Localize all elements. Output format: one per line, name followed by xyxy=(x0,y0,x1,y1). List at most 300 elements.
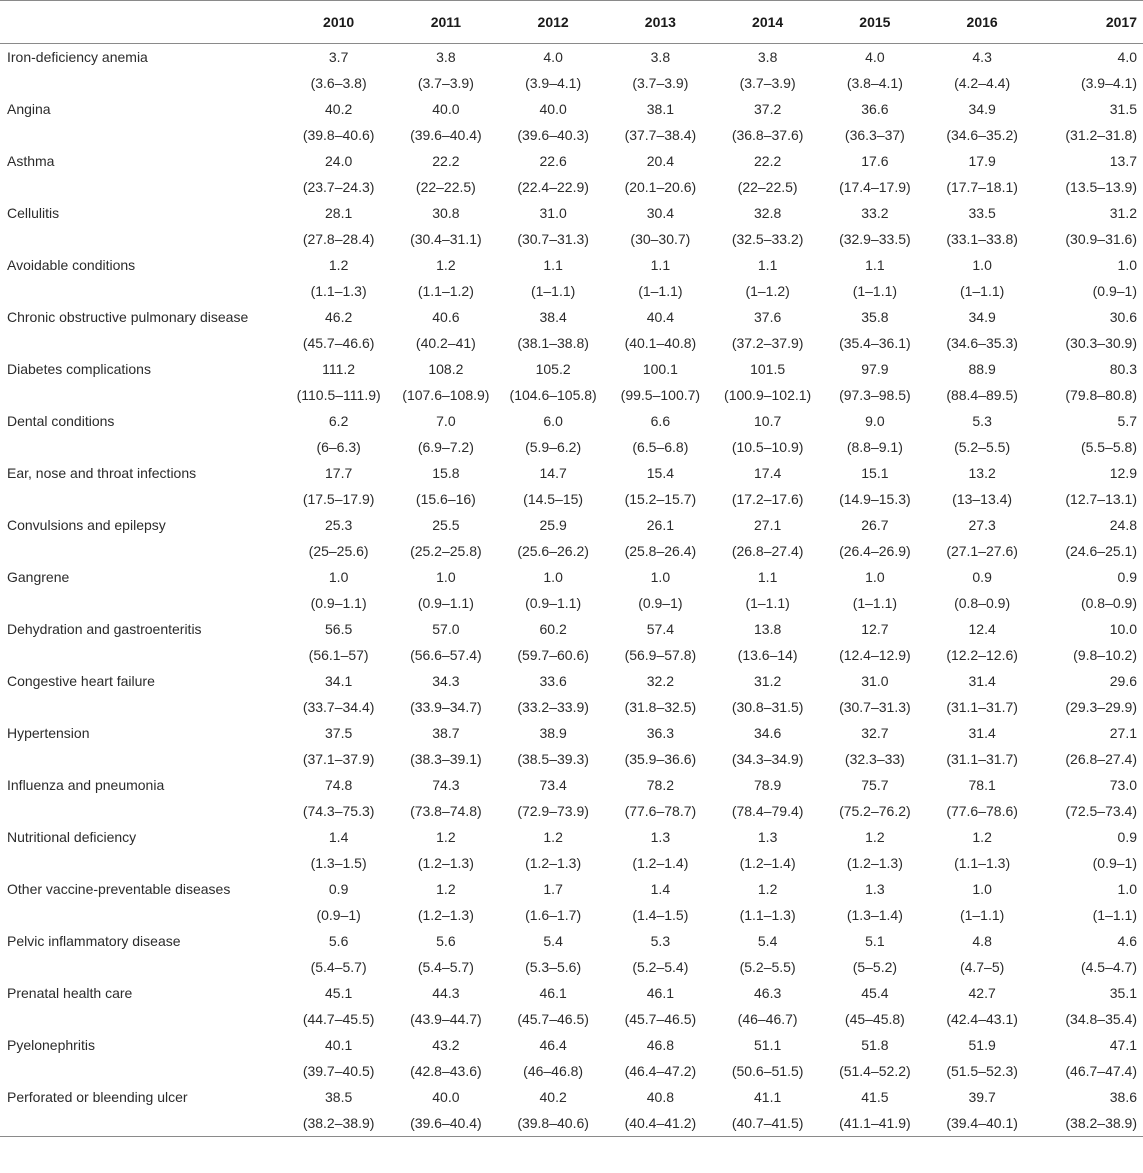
row-label: Iron-deficiency anemia xyxy=(7,49,148,66)
value-cell: 10.7 xyxy=(754,413,782,430)
ci-cell: (14.9–15.3) xyxy=(839,491,911,508)
row-label: Nutritional deficiency xyxy=(7,829,137,846)
ci-cell: (30.7–31.3) xyxy=(839,699,911,716)
row-label-blank xyxy=(0,1058,285,1083)
value-cell: 12.7 xyxy=(861,621,889,638)
value-cell: 44.3 xyxy=(432,985,460,1002)
ci-cell: (5.4–5.7) xyxy=(310,959,367,976)
table-row-ci xyxy=(0,1006,1143,1031)
ci-cell: (37.2–37.9) xyxy=(731,335,804,352)
ci-cell: (14.5–15) xyxy=(523,491,584,508)
value-cell: 4.0 xyxy=(543,49,563,66)
table-row-value xyxy=(0,564,1143,591)
ci-cell: (46.4–47.2) xyxy=(624,1063,697,1080)
row-label: Ear, nose and throat infections xyxy=(7,465,197,482)
ci-cell: (1–1.1) xyxy=(959,283,1005,300)
value-cell: 51.8 xyxy=(861,1037,889,1054)
value-cell: 1.0 xyxy=(436,569,456,586)
value-cell: 101.5 xyxy=(750,361,786,378)
ci-cell: (0.8–0.9) xyxy=(1080,595,1137,612)
ci-cell: (104.6–105.8) xyxy=(509,387,597,404)
ci-cell: (5.9–6.2) xyxy=(525,439,582,456)
table-row-ci xyxy=(0,902,1143,927)
value-cell: 40.0 xyxy=(432,1089,460,1106)
ci-cell: (3.7–3.9) xyxy=(739,75,796,92)
ci-cell: (40.1–40.8) xyxy=(624,335,697,352)
ci-cell: (26.4–26.9) xyxy=(839,543,911,560)
ci-cell: (22.4–22.9) xyxy=(517,179,589,196)
value-cell: 40.2 xyxy=(539,1089,567,1106)
value-cell: 24.0 xyxy=(325,153,353,170)
value-cell: 56.5 xyxy=(325,621,353,638)
ci-cell: (1.1–1.3) xyxy=(954,855,1011,872)
ci-cell: (3.7–3.9) xyxy=(417,75,474,92)
value-cell: 1.7 xyxy=(543,881,563,898)
table-row-value xyxy=(0,460,1143,487)
value-cell: 4.3 xyxy=(972,49,992,66)
header-year-2016: 2016 xyxy=(929,1,1036,44)
value-cell: 30.4 xyxy=(646,205,674,222)
value-cell: 40.8 xyxy=(646,1089,674,1106)
value-cell: 1.2 xyxy=(436,829,456,846)
table-row-ci xyxy=(0,435,1143,460)
ci-cell: (31.1–31.7) xyxy=(946,751,1018,768)
value-cell: 1.1 xyxy=(650,257,671,274)
table-row-value xyxy=(0,44,1143,71)
ci-cell: (39.8–40.6) xyxy=(302,127,375,144)
header-year-2010: 2010 xyxy=(285,1,392,44)
ci-cell: (74.3–75.3) xyxy=(302,803,375,820)
value-cell: 51.9 xyxy=(968,1037,996,1054)
value-cell: 22.2 xyxy=(432,153,460,170)
ci-cell: (12.7–13.1) xyxy=(1065,491,1137,508)
value-cell: 38.5 xyxy=(325,1089,353,1106)
table-row-ci xyxy=(0,1058,1143,1083)
value-cell: 37.6 xyxy=(754,309,782,326)
ci-cell: (1.1–1.3) xyxy=(310,283,367,300)
ci-cell: (110.5–111.9) xyxy=(296,387,381,404)
ci-cell: (51.4–52.2) xyxy=(839,1063,911,1080)
value-cell: 45.4 xyxy=(861,985,889,1002)
value-cell: 36.6 xyxy=(861,101,889,118)
value-cell: 17.6 xyxy=(861,153,889,170)
value-cell: 57.0 xyxy=(432,621,460,638)
value-cell: 46.8 xyxy=(646,1037,674,1054)
ci-cell: (1.1–1.2) xyxy=(417,283,474,300)
ci-cell: (1.2–1.4) xyxy=(632,855,689,872)
header-year-2011: 2011 xyxy=(392,1,499,44)
value-cell: 6.6 xyxy=(650,413,671,430)
value-cell: 1.2 xyxy=(436,257,456,274)
row-label: Dental conditions xyxy=(7,413,115,430)
row-label: Perforated or bleending ulcer xyxy=(7,1089,188,1106)
table-row-value xyxy=(0,408,1143,435)
value-cell: 88.9 xyxy=(968,361,996,378)
ci-cell: (1.2–1.3) xyxy=(846,855,903,872)
ci-cell: (3.8–4.1) xyxy=(846,75,903,92)
row-label-blank xyxy=(0,123,285,148)
ci-cell: (24.6–25.1) xyxy=(1065,543,1137,560)
value-cell: 34.1 xyxy=(325,673,353,690)
table-row-ci xyxy=(0,123,1143,148)
table-row-value xyxy=(0,668,1143,695)
value-cell: 105.2 xyxy=(535,361,571,378)
value-cell: 5.7 xyxy=(1117,413,1137,430)
ci-cell: (1–1.1) xyxy=(852,283,898,300)
table-row-ci xyxy=(0,850,1143,875)
value-cell: 17.9 xyxy=(968,153,996,170)
value-cell: 0.9 xyxy=(1117,829,1137,846)
ci-cell: (0.9–1) xyxy=(638,595,683,612)
value-cell: 37.5 xyxy=(325,725,353,742)
value-cell: 1.0 xyxy=(543,569,563,586)
ci-cell: (27.1–27.6) xyxy=(946,543,1018,560)
value-cell: 34.9 xyxy=(968,101,996,118)
value-cell: 74.8 xyxy=(325,777,353,794)
value-cell: 3.8 xyxy=(757,49,778,66)
table-row-value xyxy=(0,824,1143,851)
ci-cell: (1.2–1.4) xyxy=(739,855,796,872)
row-label-blank xyxy=(0,71,285,96)
ci-cell: (5.5–5.8) xyxy=(1080,439,1137,456)
ci-cell: (39.6–40.4) xyxy=(392,1110,499,1136)
value-cell: 17.4 xyxy=(754,465,782,482)
value-cell: 25.5 xyxy=(432,517,460,534)
value-cell: 31.0 xyxy=(539,205,567,222)
ci-cell: (34.3–34.9) xyxy=(731,751,804,768)
ci-cell: (1.6–1.7) xyxy=(525,907,582,924)
value-cell: 31.2 xyxy=(1109,205,1137,222)
ci-cell: (8.8–9.1) xyxy=(846,439,903,456)
table-row-ci xyxy=(0,643,1143,668)
value-cell: 0.9 xyxy=(1117,569,1137,586)
ci-cell: (45.7–46.6) xyxy=(302,335,375,352)
row-label: Diabetes complications xyxy=(7,361,151,378)
ci-cell: (1.3–1.4) xyxy=(846,907,903,924)
ci-cell: (12.2–12.6) xyxy=(946,647,1018,664)
ci-cell: (40.2–41) xyxy=(415,335,476,352)
ci-cell: (26.8–27.4) xyxy=(731,543,804,560)
value-cell: 5.4 xyxy=(543,933,563,950)
ci-cell: (20.1–20.6) xyxy=(624,179,697,196)
value-cell: 78.2 xyxy=(646,777,674,794)
value-cell: 25.9 xyxy=(539,517,567,534)
ci-cell: (3.7–3.9) xyxy=(632,75,689,92)
row-label-blank xyxy=(0,798,285,823)
ci-cell: (9.8–10.2) xyxy=(1073,647,1137,664)
value-cell: 22.6 xyxy=(539,153,567,170)
value-cell: 38.9 xyxy=(539,725,567,742)
value-cell: 15.1 xyxy=(861,465,889,482)
value-cell: 1.0 xyxy=(972,881,992,898)
ci-cell: (0.9–1) xyxy=(1092,283,1137,300)
ci-cell: (1–1.1) xyxy=(638,283,683,300)
value-cell: 40.6 xyxy=(432,309,460,326)
value-cell: 41.1 xyxy=(754,1089,782,1106)
ci-cell: (1–1.1) xyxy=(959,907,1005,924)
value-cell: 41.5 xyxy=(861,1089,889,1106)
row-label-blank xyxy=(0,227,285,252)
value-cell: 1.2 xyxy=(865,829,885,846)
row-label-blank xyxy=(0,175,285,200)
value-cell: 45.1 xyxy=(325,985,353,1002)
value-cell: 27.3 xyxy=(968,517,996,534)
value-cell: 32.2 xyxy=(646,673,674,690)
ci-cell: (13.6–14) xyxy=(737,647,798,664)
ci-cell: (30.7–31.3) xyxy=(517,231,589,248)
ci-cell: (15.6–16) xyxy=(415,491,476,508)
value-cell: 32.7 xyxy=(861,725,889,742)
value-cell: 1.0 xyxy=(650,569,671,586)
ci-cell: (77.6–78.7) xyxy=(624,803,697,820)
value-cell: 35.1 xyxy=(1109,985,1137,1002)
ci-cell: (45.7–46.5) xyxy=(624,1011,697,1028)
value-cell: 39.7 xyxy=(968,1089,996,1106)
row-label: Dehydration and gastroenteritis xyxy=(7,621,202,638)
table-row-ci xyxy=(0,71,1143,96)
value-cell: 97.9 xyxy=(861,361,889,378)
ci-cell: (34.6–35.2) xyxy=(946,127,1018,144)
value-cell: 6.2 xyxy=(328,413,349,430)
ci-cell: (33.9–34.7) xyxy=(410,699,482,716)
ci-cell: (46–46.7) xyxy=(737,1011,798,1028)
ci-cell: (17.7–18.1) xyxy=(946,179,1018,196)
value-cell: 15.4 xyxy=(646,465,674,482)
ci-cell: (30–30.7) xyxy=(630,231,691,248)
table-row-ci xyxy=(0,746,1143,771)
header-label-cell xyxy=(0,1,285,44)
value-cell: 4.0 xyxy=(1117,49,1137,66)
ci-cell: (0.9–1) xyxy=(316,907,361,924)
ci-cell: (46–46.8) xyxy=(523,1063,584,1080)
value-cell: 27.1 xyxy=(1109,725,1137,742)
value-cell: 46.4 xyxy=(539,1037,567,1054)
ci-cell: (0.9–1) xyxy=(1092,855,1137,872)
ci-cell: (1.4–1.5) xyxy=(632,907,689,924)
ci-cell: (32.9–33.5) xyxy=(839,231,911,248)
value-cell: 1.0 xyxy=(972,257,992,274)
row-label-blank xyxy=(0,279,285,304)
ci-cell: (43.9–44.7) xyxy=(410,1011,482,1028)
row-label-blank xyxy=(0,487,285,512)
ci-cell: (10.5–10.9) xyxy=(731,439,804,456)
value-cell: 111.2 xyxy=(322,361,356,378)
row-label: Hypertension xyxy=(7,725,90,742)
table-row-ci xyxy=(0,695,1143,720)
ci-cell: (34.6–35.3) xyxy=(946,335,1018,352)
value-cell: 33.6 xyxy=(539,673,567,690)
table-row-ci xyxy=(0,591,1143,616)
ci-cell: (45.7–46.5) xyxy=(517,1011,589,1028)
value-cell: 5.3 xyxy=(650,933,671,950)
ci-cell: (42.4–43.1) xyxy=(946,1011,1018,1028)
value-cell: 14.7 xyxy=(539,465,567,482)
ci-cell: (5.2–5.4) xyxy=(632,959,689,976)
ci-cell: (77.6–78.6) xyxy=(946,803,1018,820)
value-cell: 6.0 xyxy=(543,413,563,430)
value-cell: 46.3 xyxy=(754,985,782,1002)
value-cell: 1.0 xyxy=(328,569,349,586)
value-cell: 1.2 xyxy=(972,829,992,846)
value-cell: 34.3 xyxy=(432,673,460,690)
value-cell: 34.9 xyxy=(968,309,996,326)
table-row-ci xyxy=(0,954,1143,979)
ci-cell: (31.8–32.5) xyxy=(624,699,697,716)
table-row-value xyxy=(0,96,1143,123)
value-cell: 40.1 xyxy=(325,1037,353,1054)
value-cell: 1.3 xyxy=(757,829,778,846)
header-year-2015: 2015 xyxy=(821,1,928,44)
value-cell: 17.7 xyxy=(325,465,353,482)
ci-cell: (27.8–28.4) xyxy=(302,231,375,248)
ci-cell: (40.4–41.2) xyxy=(607,1110,714,1136)
value-cell: 30.6 xyxy=(1109,309,1137,326)
ci-cell: (41.1–41.9) xyxy=(821,1110,928,1136)
value-cell: 42.7 xyxy=(968,985,996,1002)
ci-cell: (50.6–51.5) xyxy=(731,1063,804,1080)
row-label-blank xyxy=(0,383,285,408)
ci-cell: (13.5–13.9) xyxy=(1065,179,1137,196)
table-row-ci xyxy=(0,798,1143,823)
table-row-value xyxy=(0,720,1143,747)
ci-cell: (4.2–4.4) xyxy=(954,75,1011,92)
value-cell: 1.2 xyxy=(328,257,349,274)
row-label: Pyelonephritis xyxy=(7,1037,95,1054)
ci-cell: (72.9–73.9) xyxy=(517,803,589,820)
ci-cell: (12.4–12.9) xyxy=(839,647,911,664)
ci-cell: (6.9–7.2) xyxy=(417,439,474,456)
ci-cell: (5.2–5.5) xyxy=(739,959,796,976)
ci-cell: (38.2–38.9) xyxy=(1036,1110,1143,1136)
ci-cell: (25.6–26.2) xyxy=(517,543,589,560)
ci-cell: (39.8–40.6) xyxy=(500,1110,607,1136)
ci-cell: (1–1.1) xyxy=(530,283,576,300)
ci-cell: (5.3–5.6) xyxy=(525,959,582,976)
ci-cell: (97.3–98.5) xyxy=(839,387,911,404)
value-cell: 46.1 xyxy=(539,985,567,1002)
ci-cell: (72.5–73.4) xyxy=(1065,803,1137,820)
ci-cell: (31.2–31.8) xyxy=(1065,127,1137,144)
row-label: Convulsions and epilepsy xyxy=(7,517,166,534)
value-cell: 38.4 xyxy=(539,309,567,326)
value-cell: 37.2 xyxy=(754,101,782,118)
value-cell: 47.1 xyxy=(1109,1037,1137,1054)
ci-cell: (22–22.5) xyxy=(415,179,476,196)
ci-cell: (107.6–108.9) xyxy=(402,387,490,404)
ci-cell: (44.7–45.5) xyxy=(302,1011,375,1028)
table-row-value xyxy=(0,512,1143,539)
ci-cell: (1.2–1.3) xyxy=(417,855,474,872)
ci-cell: (1–1.2) xyxy=(745,283,790,300)
ci-cell: (1.2–1.3) xyxy=(525,855,582,872)
ci-cell: (5–5.2) xyxy=(852,959,898,976)
ci-cell: (35.9–36.6) xyxy=(624,751,697,768)
ci-cell: (39.6–40.3) xyxy=(517,127,589,144)
table-row-ci xyxy=(0,175,1143,200)
value-cell: 31.4 xyxy=(968,673,996,690)
value-cell: 73.4 xyxy=(539,777,567,794)
row-label: Avoidable conditions xyxy=(7,257,136,274)
ci-cell: (39.7–40.5) xyxy=(302,1063,375,1080)
row-label-blank xyxy=(0,331,285,356)
ci-cell: (1.1–1.3) xyxy=(739,907,796,924)
table-row-value xyxy=(0,928,1143,955)
ci-cell: (39.4–40.1) xyxy=(929,1110,1036,1136)
value-cell: 4.8 xyxy=(972,933,992,950)
ci-cell: (33.1–33.8) xyxy=(946,231,1018,248)
ci-cell: (45–45.8) xyxy=(844,1011,905,1028)
table-row-ci xyxy=(0,279,1143,304)
row-label-blank xyxy=(0,643,285,668)
value-cell: 74.3 xyxy=(432,777,460,794)
ci-cell: (17.4–17.9) xyxy=(839,179,911,196)
ci-cell: (3.9–4.1) xyxy=(525,75,582,92)
ci-cell: (3.6–3.8) xyxy=(310,75,367,92)
table-row-value xyxy=(0,772,1143,799)
header-year-2014: 2014 xyxy=(714,1,821,44)
header-row xyxy=(0,1,1143,44)
row-label-blank xyxy=(0,1110,285,1136)
ci-cell: (6.5–6.8) xyxy=(632,439,689,456)
value-cell: 26.7 xyxy=(861,517,889,534)
table-row-value xyxy=(0,1084,1143,1111)
value-cell: 32.8 xyxy=(754,205,782,222)
row-label-blank xyxy=(0,954,285,979)
value-cell: 10.0 xyxy=(1109,621,1137,638)
ci-cell: (29.3–29.9) xyxy=(1065,699,1137,716)
value-cell: 36.3 xyxy=(646,725,674,742)
value-cell: 46.1 xyxy=(646,985,674,1002)
value-cell: 5.4 xyxy=(757,933,778,950)
ci-cell: (1–1.1) xyxy=(1092,907,1137,924)
ci-cell: (1.2–1.3) xyxy=(417,907,474,924)
value-cell: 1.1 xyxy=(757,257,778,274)
ci-cell: (42.8–43.6) xyxy=(410,1063,482,1080)
row-label-blank xyxy=(0,591,285,616)
value-cell: 1.2 xyxy=(757,881,778,898)
ci-cell: (26.8–27.4) xyxy=(1065,751,1137,768)
value-cell: 13.7 xyxy=(1109,153,1137,170)
ci-cell: (30.3–30.9) xyxy=(1065,335,1137,352)
ci-cell: (0.9–1.1) xyxy=(417,595,474,612)
row-label: Other vaccine-preventable diseases xyxy=(7,881,231,898)
value-cell: 7.0 xyxy=(436,413,456,430)
value-cell: 100.1 xyxy=(642,361,678,378)
ci-cell: (37.1–37.9) xyxy=(302,751,375,768)
value-cell: 0.9 xyxy=(328,881,349,898)
value-cell: 31.0 xyxy=(861,673,889,690)
value-cell: 1.4 xyxy=(328,829,349,846)
table-row-value xyxy=(0,148,1143,175)
value-cell: 5.3 xyxy=(972,413,992,430)
ci-cell: (35.4–36.1) xyxy=(839,335,911,352)
ci-cell: (79.8–80.8) xyxy=(1065,387,1137,404)
value-cell: 12.4 xyxy=(968,621,996,638)
value-cell: 1.4 xyxy=(650,881,671,898)
ci-cell: (38.3–39.1) xyxy=(410,751,482,768)
value-cell: 13.2 xyxy=(968,465,996,482)
table-row-ci xyxy=(0,227,1143,252)
value-cell: 1.0 xyxy=(865,569,885,586)
value-cell: 1.1 xyxy=(543,257,563,274)
table-row-ci xyxy=(0,1110,1143,1136)
value-cell: 57.4 xyxy=(646,621,674,638)
value-cell: 4.0 xyxy=(865,49,885,66)
ci-cell: (0.9–1.1) xyxy=(525,595,582,612)
ci-cell: (6–6.3) xyxy=(316,439,361,456)
ci-cell: (37.7–38.4) xyxy=(624,127,697,144)
value-cell: 5.6 xyxy=(436,933,456,950)
